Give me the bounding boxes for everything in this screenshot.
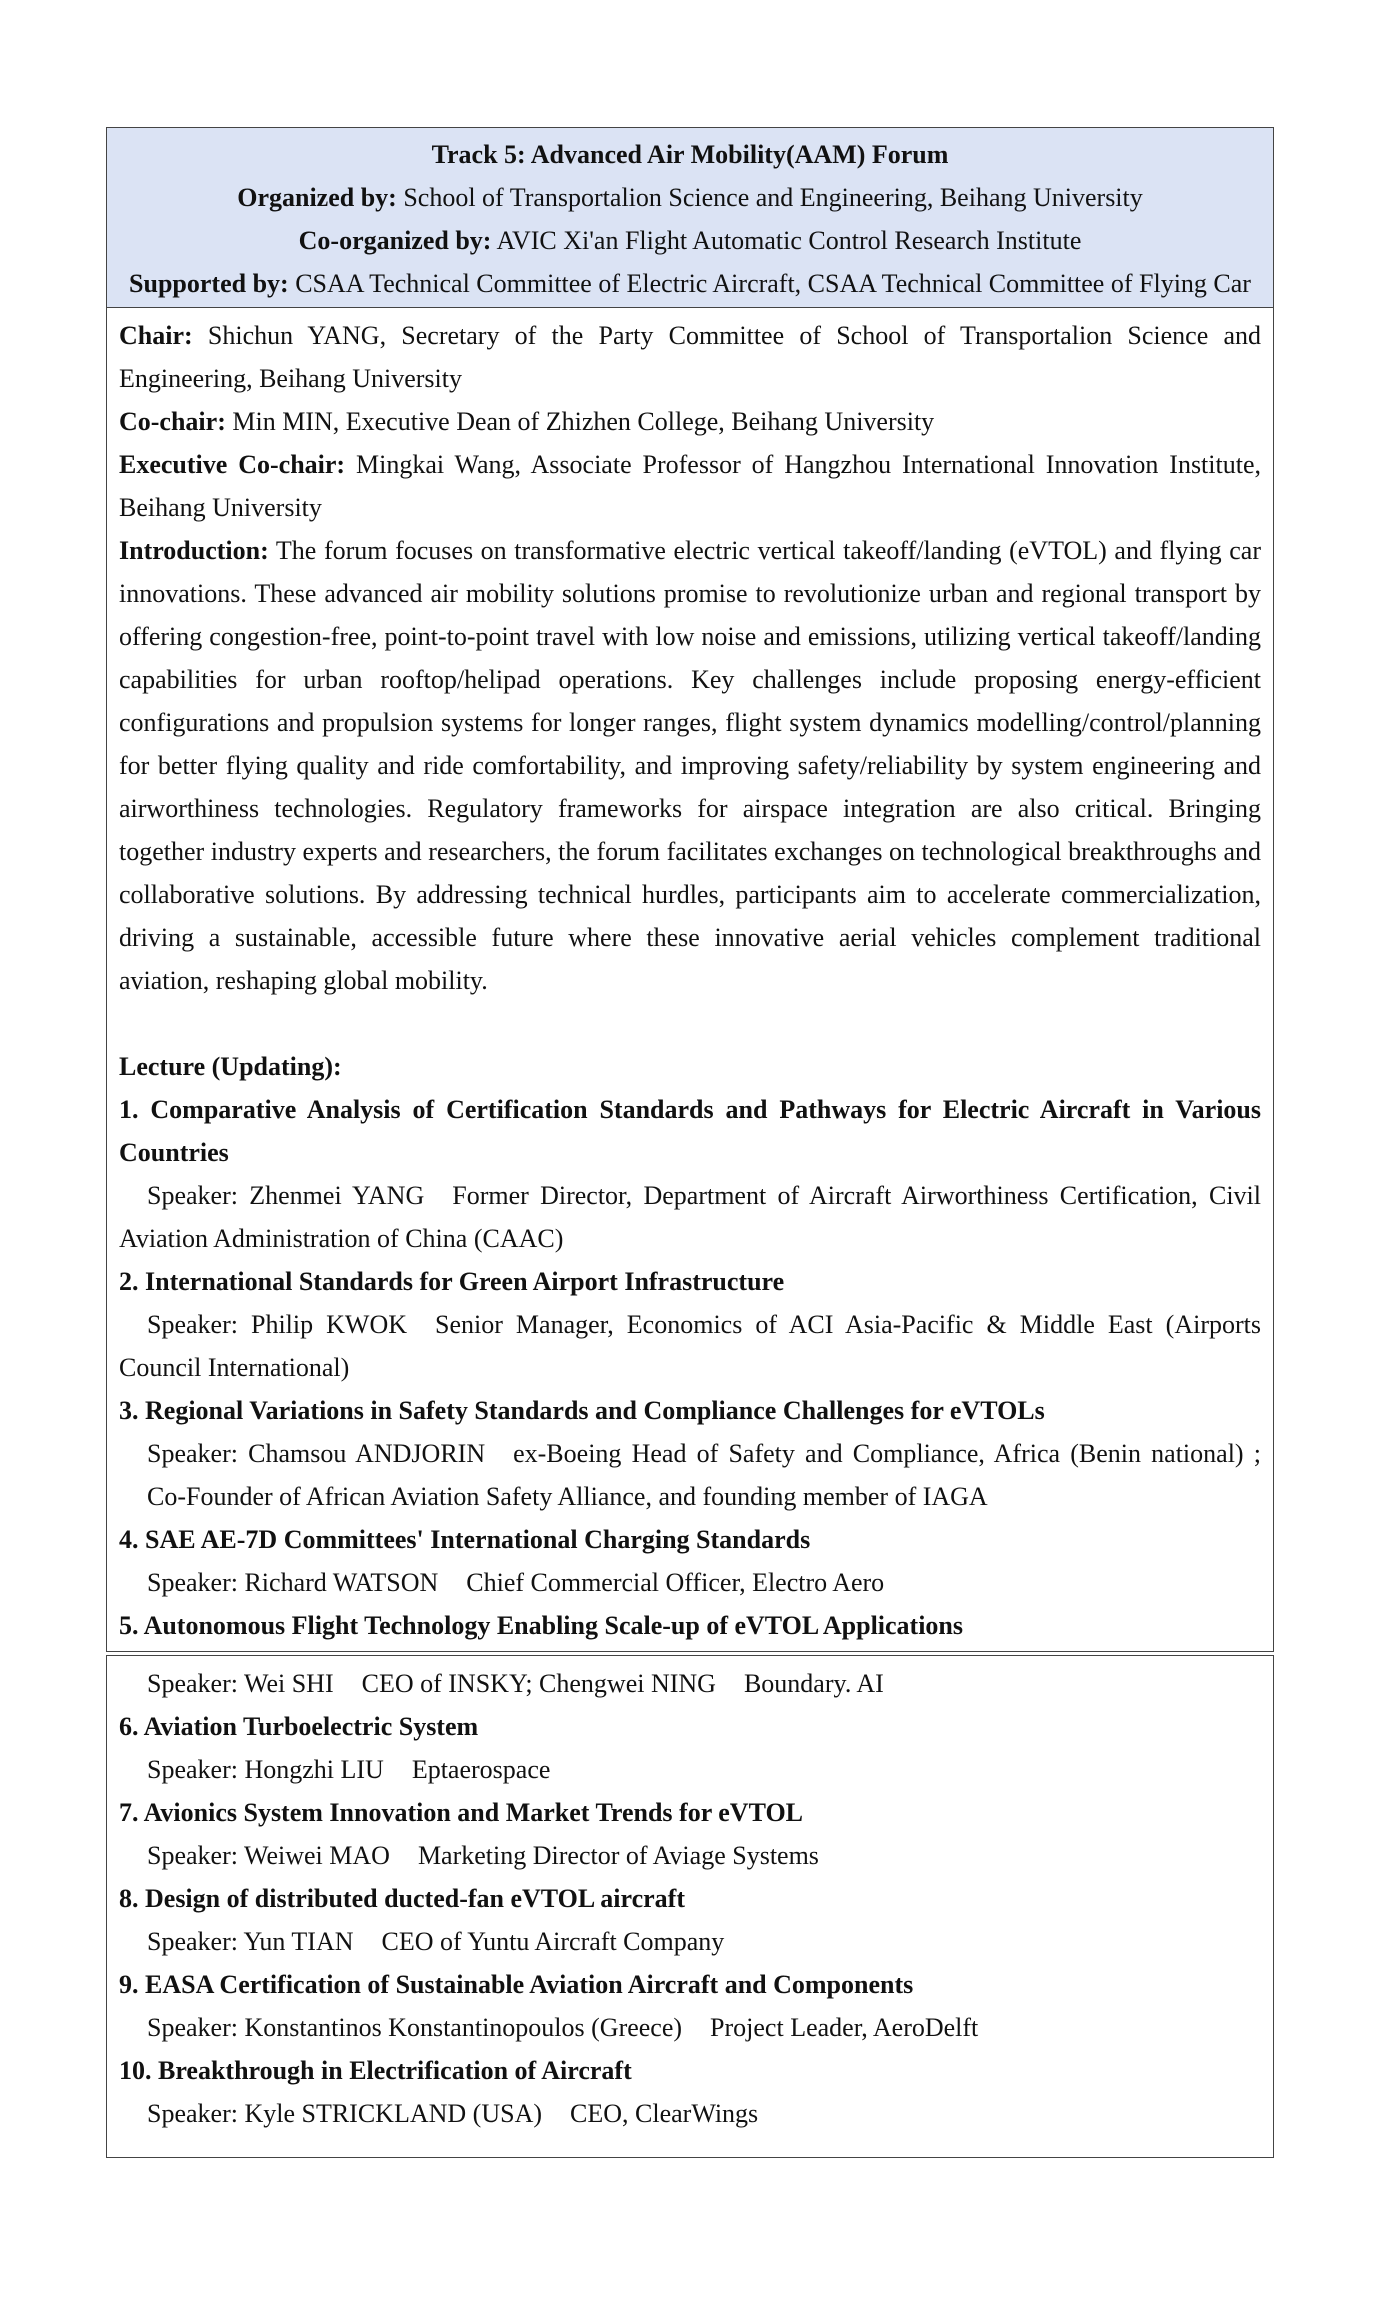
forum-details xyxy=(106,308,1274,1652)
forum-details-continued xyxy=(106,1655,1274,2158)
lecture-speaker-line xyxy=(119,1174,1261,1260)
lecture-speaker-line xyxy=(119,1662,1261,1705)
exec-cochair-value: Mingkai Wang, Associate Professor of Hangzhou International Innovation Institute, Beihang University xyxy=(119,450,1261,522)
lecture-speaker-line xyxy=(119,1920,1261,1963)
speaker-role: CEO of INSKY; Chengwei NING xyxy=(361,1669,716,1698)
coorganized-by-value: AVIC Xi'an Flight Automatic Control Research Institute xyxy=(496,226,1082,255)
lecture-speaker-line xyxy=(119,1561,1261,1604)
speaker-name: Speaker: Kyle STRICKLAND (USA) xyxy=(147,2099,543,2128)
speaker-role: Chief Commercial Officer, Electro Aero xyxy=(466,1568,885,1597)
lecture-speaker-line xyxy=(119,1432,1261,1518)
exec-cochair-line xyxy=(119,443,1261,529)
lecture-speaker-line xyxy=(119,2006,1261,2049)
organized-by-label: Organized by: xyxy=(237,183,397,212)
lecture-title: 9. EASA Certification of Sustainable Aviation Aircraft and Components xyxy=(119,1970,914,1999)
speaker-name: Speaker: Zhenmei YANG xyxy=(147,1181,425,1210)
organized-by-value: School of Transportalion Science and Engineering, Beihang University xyxy=(403,183,1143,212)
speaker-role: Project Leader, AeroDelft xyxy=(710,2013,979,2042)
forum-document xyxy=(106,127,1274,2158)
speaker-name: Speaker: Weiwei MAO xyxy=(147,1841,390,1870)
speaker-role: ex-Boeing Head of Safety and Compliance, Africa (Benin national) ; Co-Founder of African Aviation Safety Alliance, and founding member of IAGA xyxy=(147,1439,1261,1511)
lecture-speaker-line xyxy=(119,1303,1261,1389)
organized-by-line xyxy=(127,176,1253,219)
speaker-role: Senior Manager, Economics of ACI Asia-Pacific & Middle East (Airports Council International) xyxy=(119,1310,1261,1382)
lecture-speaker-line xyxy=(119,2092,1261,2135)
speaker-name: Speaker: Yun TIAN xyxy=(147,1927,354,1956)
cochair-label: Co-chair: xyxy=(119,407,226,436)
lecture-title: 6. Aviation Turboelectric System xyxy=(119,1712,479,1741)
speaker-name: Speaker: Hongzhi LIU xyxy=(147,1755,384,1784)
speaker-role-secondary: Boundary. AI xyxy=(743,1669,884,1698)
coorganized-by-line xyxy=(127,219,1253,262)
speaker-role: Eptaerospace xyxy=(411,1755,551,1784)
introduction-label: Introduction: xyxy=(119,536,269,565)
chair-line xyxy=(119,314,1261,400)
supported-by-value: CSAA Technical Committee of Electric Aircraft, CSAA Technical Committee of Flying Car xyxy=(295,269,1251,298)
introduction-text: The forum focuses on transformative electric vertical takeoff/landing (eVTOL) and flying car innovations. These advanced air mobility solutions promise to revolutionize urban and regional transport by offering congestion-free, point-to-point travel with low noise and emissions, utilizing vertical takeoff/landing capabilities for urban rooftop/helipad operations. Key challenges include proposing energy-efficient configurations and propulsion systems for longer ranges, flight system dynamics modelling/control/planning for better flying quality and ride comfortability, and improving safety/reliability by system engineering and airworthiness technologies. Regulatory frameworks for airspace integration are also critical. Bringing together industry experts and researchers, the forum facilitates exchanges on technological breakthroughs and collaborative solutions. By addressing technical hurdles, participants aim to accelerate commercialization, driving a sustainable, accessible future where these innovative aerial vehicles complement traditional aviation, reshaping global mobility. xyxy=(119,536,1261,995)
lecture-speaker-line xyxy=(119,1834,1261,1877)
speaker-name: Speaker: Konstantinos Konstantinopoulos (Greece) xyxy=(147,2013,683,2042)
speaker-role: Former Director, Department of Aircraft Airworthiness Certification, Civil Aviation Administration of China (CAAC) xyxy=(119,1181,1261,1253)
lectures-heading: Lecture (Updating): xyxy=(119,1052,342,1081)
cochair-line xyxy=(119,400,1261,443)
chair-value: Shichun YANG, Secretary of the Party Committee of School of Transportalion Science and Engineering, Beihang University xyxy=(119,321,1262,393)
introduction-paragraph xyxy=(119,529,1261,1002)
lecture-title: 8. Design of distributed ducted-fan eVTOL aircraft xyxy=(119,1884,685,1913)
supported-by-line xyxy=(127,262,1253,305)
speaker-name: Speaker: Philip KWOK xyxy=(147,1310,408,1339)
lecture-title: 3. Regional Variations in Safety Standards and Compliance Challenges for eVTOLs xyxy=(119,1396,1045,1425)
supported-by-label: Supported by: xyxy=(129,269,289,298)
lecture-title: 4. SAE AE-7D Committees' International Charging Standards xyxy=(119,1525,811,1554)
lecture-title: 7. Avionics System Innovation and Market Trends for eVTOL xyxy=(119,1798,804,1827)
exec-cochair-label: Executive Co-chair: xyxy=(119,450,346,479)
speaker-role: Marketing Director of Aviage Systems xyxy=(417,1841,819,1870)
speaker-name: Speaker: Wei SHI xyxy=(147,1669,334,1698)
speaker-name: Speaker: Chamsou ANDJORIN xyxy=(147,1439,486,1468)
lecture-speaker-line xyxy=(119,1748,1261,1791)
lecture-title: 2. International Standards for Green Airport Infrastructure xyxy=(119,1267,785,1296)
lecture-title: 1. Comparative Analysis of Certification Standards and Pathways for Electric Aircraft in Various Countries xyxy=(119,1095,1261,1167)
track-title: Track 5: Advanced Air Mobility(AAM) Forum xyxy=(431,140,949,169)
lecture-title: 5. Autonomous Flight Technology Enabling Scale-up of eVTOL Applications xyxy=(119,1611,964,1640)
track-header xyxy=(106,127,1274,308)
speaker-role: CEO, ClearWings xyxy=(570,2099,759,2128)
cochair-value: Min MIN, Executive Dean of Zhizhen College, Beihang University xyxy=(232,407,935,436)
spacer xyxy=(119,1002,1261,1045)
chair-label: Chair: xyxy=(119,321,193,350)
lecture-title: 10. Breakthrough in Electrification of Aircraft xyxy=(119,2056,632,2085)
speaker-role: CEO of Yuntu Aircraft Company xyxy=(381,1927,725,1956)
coorganized-by-label: Co-organized by: xyxy=(298,226,492,255)
speaker-name: Speaker: Richard WATSON xyxy=(147,1568,439,1597)
